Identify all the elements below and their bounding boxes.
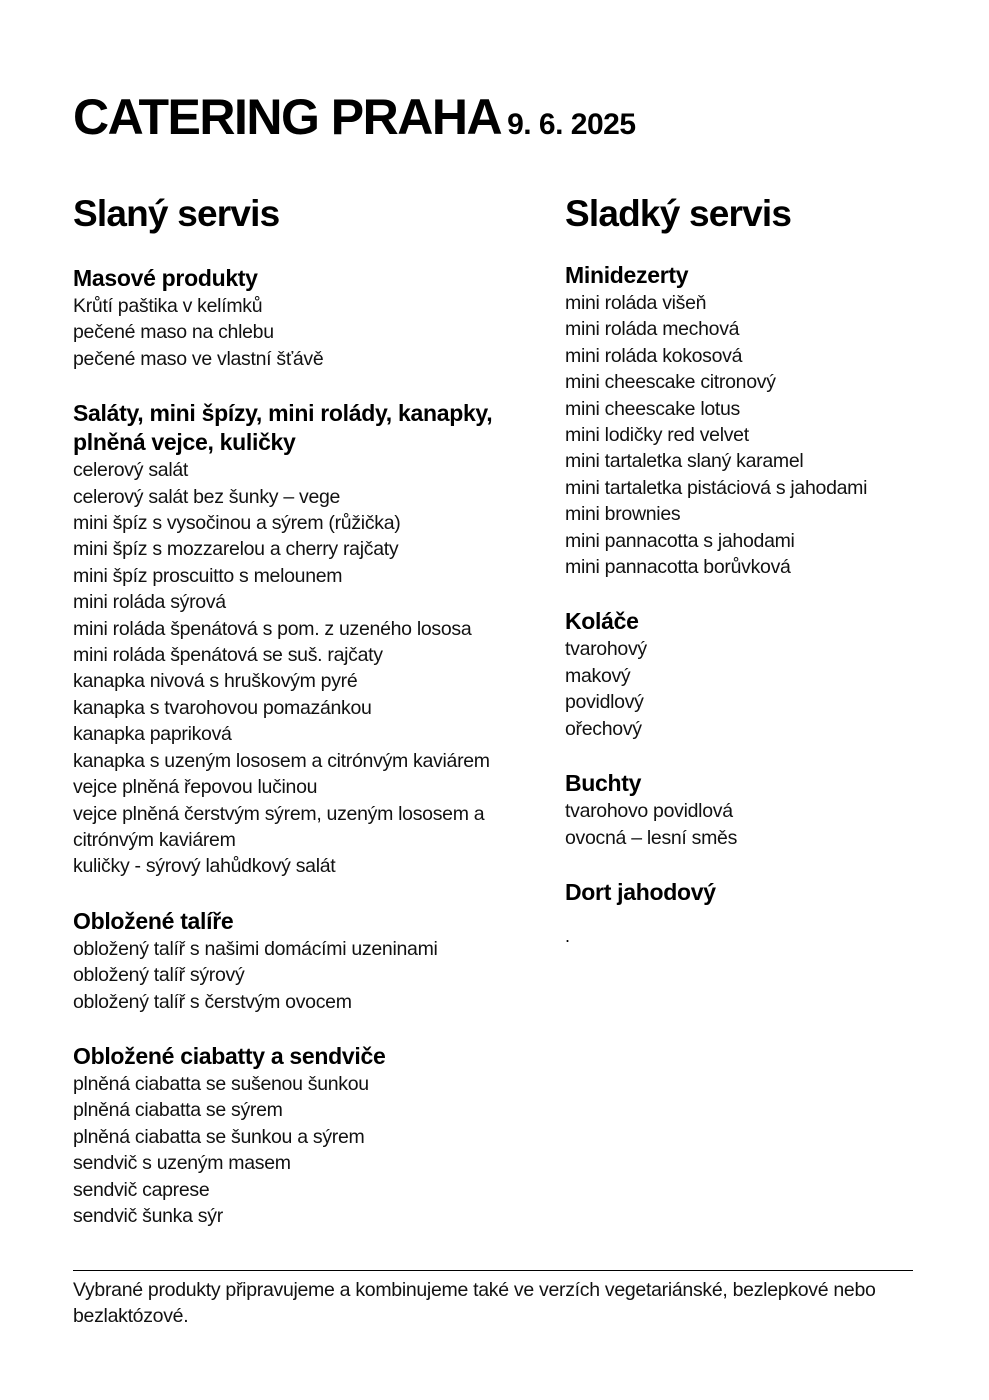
list-item: sendvič s uzeným masem: [73, 1152, 291, 1175]
section-title: Dort jahodový: [565, 878, 716, 905]
title-main: CATERING PRAHA: [73, 89, 502, 145]
list-item: vejce plněná čerstvým sýrem, uzeným lososem a citrónvým kaviárem: [73, 802, 485, 851]
section-minidesserts: [565, 261, 945, 580]
section-title: Minidezerty: [565, 262, 689, 288]
list-item: sendvič caprese: [73, 1178, 210, 1201]
list-item: ořechový: [565, 717, 642, 740]
list-item: mini roláda špenátová s pom. z uzeného lososa: [73, 617, 472, 640]
item-list: [565, 636, 945, 742]
section-ciabattas-sandwiches: [73, 1042, 543, 1229]
section-title: Masové produkty: [73, 265, 258, 291]
list-item: plněná ciabatta se šunkou a sýrem: [73, 1125, 365, 1148]
page-title: [73, 88, 636, 146]
sweet-column: [565, 192, 945, 976]
list-item: ovocná – lesní směs: [565, 826, 738, 849]
list-item: mini pannacotta s jahodami: [565, 529, 795, 552]
list-item: mini špíz s mozzarelou a cherry rajčaty: [73, 538, 399, 561]
item-list: [73, 293, 543, 372]
footer-divider: [73, 1270, 913, 1271]
item-list: [73, 457, 543, 880]
section-title: Obložené talíře: [73, 907, 234, 934]
list-item: mini roláda sýrová: [73, 591, 226, 614]
list-item: kanapka s tvarohovou pomazánkou: [73, 696, 372, 719]
item-list: [73, 936, 543, 1015]
item-list: [565, 798, 945, 851]
list-item: mini pannacotta borůvková: [565, 556, 791, 579]
section-title: Buchty: [565, 770, 642, 797]
list-item: celerový salát bez šunky – vege: [73, 485, 341, 508]
item-list: [73, 1071, 543, 1229]
list-item: plněná ciabatta se sýrem: [73, 1099, 283, 1122]
section-platters: [73, 907, 543, 1015]
list-item: pečené maso na chlebu: [73, 321, 274, 344]
list-item: obložený talíř s našimi domácími uzeninami: [73, 937, 438, 960]
section-buchty: [565, 769, 945, 851]
list-item: mini špíz proscuitto s melounem: [73, 564, 343, 587]
section-meat-products: [73, 264, 543, 372]
list-item: mini cheescake lotus: [565, 397, 741, 420]
list-item: Krůtí paštika v kelímků: [73, 295, 263, 317]
list-item: mini špíz s vysočinou a sýrem (růžička): [73, 512, 401, 535]
title-date: 9. 6. 2025: [507, 108, 636, 141]
footer-note: Vybrané produkty připravujeme a kombinujeme také ve verzích vegetariánské, bezlepkové nebo bezlaktózové.: [73, 1279, 876, 1328]
sweet-heading: Sladký servis: [565, 193, 792, 234]
section-title: Obložené ciabatty a sendviče: [73, 1042, 386, 1069]
savory-column: [73, 192, 543, 1256]
list-item: celerový salát: [73, 459, 189, 482]
section-title: Koláče: [565, 608, 639, 635]
list-item: mini tartaletka slaný karamel: [565, 450, 804, 473]
list-item: pečené maso ve vlastní šťávě: [73, 347, 324, 370]
list-item: tvarohovo povidlová: [565, 800, 733, 823]
list-item: makový: [565, 664, 631, 687]
section-title: Saláty, mini špízy, mini rolády, kanapky, plněná vejce, kuličky: [73, 400, 493, 456]
list-item: mini roláda špenátová se suš. rajčaty: [73, 644, 383, 667]
list-item: tvarohový: [565, 638, 647, 661]
list-item: mini tartaletka pistáciová s jahodami: [565, 476, 868, 499]
list-item: mini roláda mechová: [565, 318, 740, 341]
list-item: mini roláda višeň: [565, 292, 707, 314]
list-item: obložený talíř s čerstvým ovocem: [73, 990, 352, 1013]
list-item: kanapka papriková: [73, 723, 232, 746]
item-list: [565, 290, 945, 580]
list-item: mini roláda kokosová: [565, 344, 743, 367]
list-item: vejce plněná řepovou lučinou: [73, 776, 318, 799]
savory-heading: Slaný servis: [73, 193, 280, 234]
list-item: kanapka nivová s hruškovým pyré: [73, 670, 358, 693]
list-item: kuličky - sýrový lahůdkový salát: [73, 855, 336, 878]
list-item: kanapka s uzeným lososem a citrónvým kaviárem: [73, 749, 490, 772]
list-item: obložený talíř sýrový: [73, 964, 245, 987]
section-strawberry-cake: [565, 878, 945, 949]
list-item: mini cheescake citronový: [565, 371, 776, 394]
section-kolace: [565, 607, 945, 742]
list-item: mini brownies: [565, 503, 681, 526]
trailing-dot: .: [565, 925, 571, 946]
list-item: plněná ciabatta se sušenou šunkou: [73, 1072, 369, 1095]
list-item: sendvič šunka sýr: [73, 1204, 223, 1227]
list-item: povidlový: [565, 691, 644, 714]
section-salads-canapes: [73, 399, 543, 880]
list-item: mini lodičky red velvet: [565, 424, 749, 447]
